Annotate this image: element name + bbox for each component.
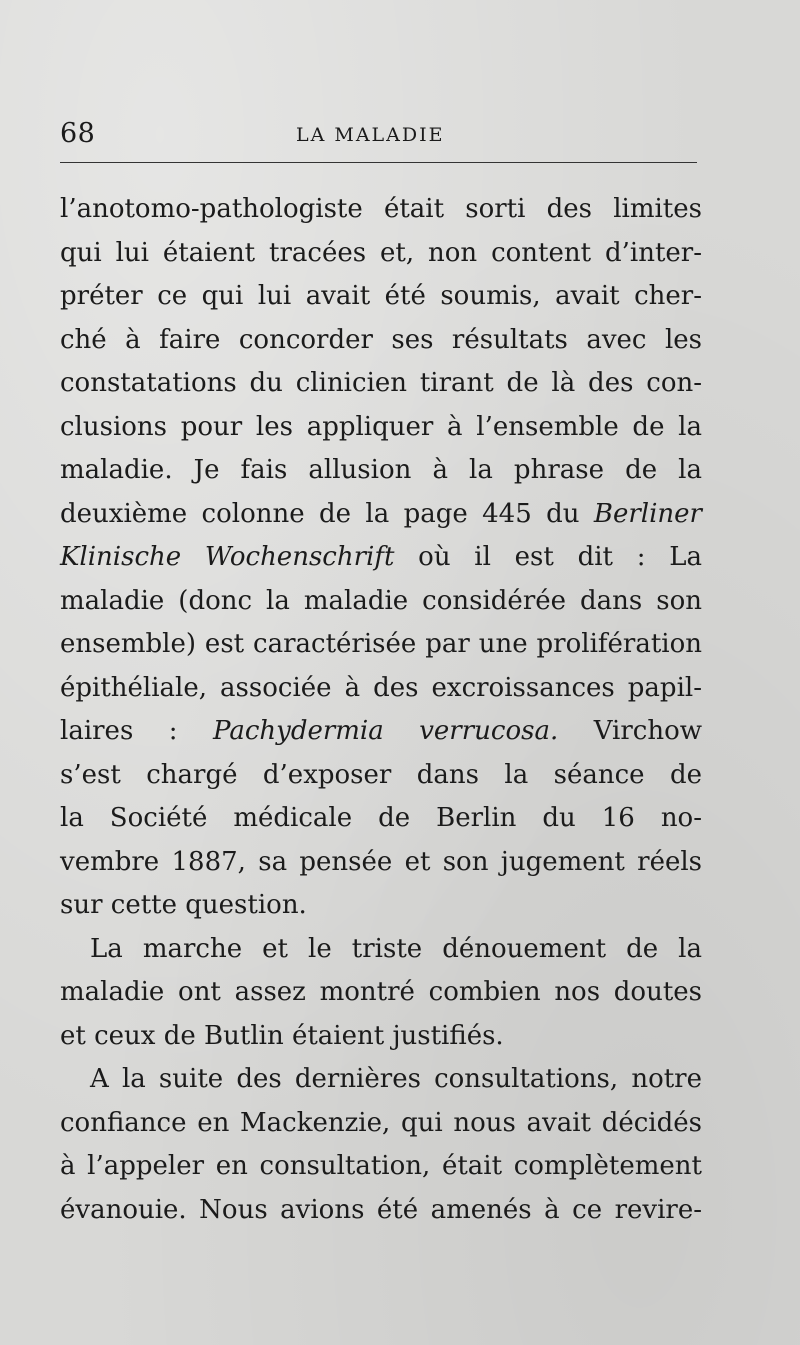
italic-title: Berliner bbox=[593, 498, 702, 529]
running-title: LA MALADIE bbox=[296, 124, 445, 146]
italic-title: Klinische Wochenschrift bbox=[60, 542, 395, 572]
text-segment: où il est dit : La bbox=[394, 542, 703, 572]
text-line: et ceux de Butlin étaient justifiés. bbox=[60, 1020, 504, 1051]
text-segment: deuxième colonne de la page 445 du bbox=[60, 498, 594, 529]
text-line: qui lui étaient tracées et, non content d’inter- bbox=[60, 237, 702, 268]
text-line: s’est chargé d’exposer dans la séance de bbox=[60, 759, 702, 790]
text-line: clusions pour les appliquer à l’ensemble de la bbox=[60, 411, 702, 442]
text-line: sur cette question. bbox=[60, 890, 307, 920]
paragraph-1 bbox=[60, 188, 702, 928]
text-segment: Virchow bbox=[558, 716, 702, 746]
text-line: vembre 1887, sa pensée et son jugement réels bbox=[60, 846, 702, 877]
text-line: maladie (donc la maladie considérée dans son bbox=[60, 585, 702, 616]
text-line: A la suite des dernières consultations, notre bbox=[90, 1064, 702, 1094]
text-line: évanouie. Nous avions été amenés à ce revire- bbox=[60, 1194, 702, 1225]
text-segment: laires : bbox=[60, 716, 213, 746]
italic-term: Pachydermia verrucosa. bbox=[213, 716, 559, 746]
text-line: La marche et le triste dénouement de la bbox=[90, 933, 702, 964]
body-text bbox=[60, 188, 702, 1232]
text-line bbox=[60, 493, 702, 537]
text-line bbox=[60, 710, 702, 754]
paragraph-2 bbox=[60, 928, 702, 1059]
text-line: à l’appeler en consultation, était complètement bbox=[60, 1151, 702, 1181]
page-number: 68 bbox=[60, 118, 96, 149]
text-line: maladie ont assez montré combien nos doutes bbox=[60, 977, 702, 1007]
text-line: constatations du clinicien tirant de là des con- bbox=[60, 368, 702, 398]
text-line: la Société médicale de Berlin du 16 no- bbox=[60, 803, 702, 833]
text-line: ché à faire concorder ses résultats avec les bbox=[60, 324, 702, 355]
text-line: préter ce qui lui avait été soumis, avait cher- bbox=[60, 281, 702, 311]
text-line: confiance en Mackenzie, qui nous avait décidés bbox=[60, 1107, 702, 1138]
paragraph-3 bbox=[60, 1058, 702, 1232]
text-line: ensemble) est caractérisée par une prolifération bbox=[60, 629, 702, 659]
text-line bbox=[60, 536, 702, 580]
running-head bbox=[60, 118, 700, 158]
header-rule bbox=[60, 162, 697, 163]
text-line: l’anotomo-pathologiste était sorti des limites bbox=[60, 194, 702, 224]
text-line: épithéliale, associée à des excroissances papil- bbox=[60, 672, 702, 703]
text-line: maladie. Je fais allusion à la phrase de la bbox=[60, 455, 702, 485]
